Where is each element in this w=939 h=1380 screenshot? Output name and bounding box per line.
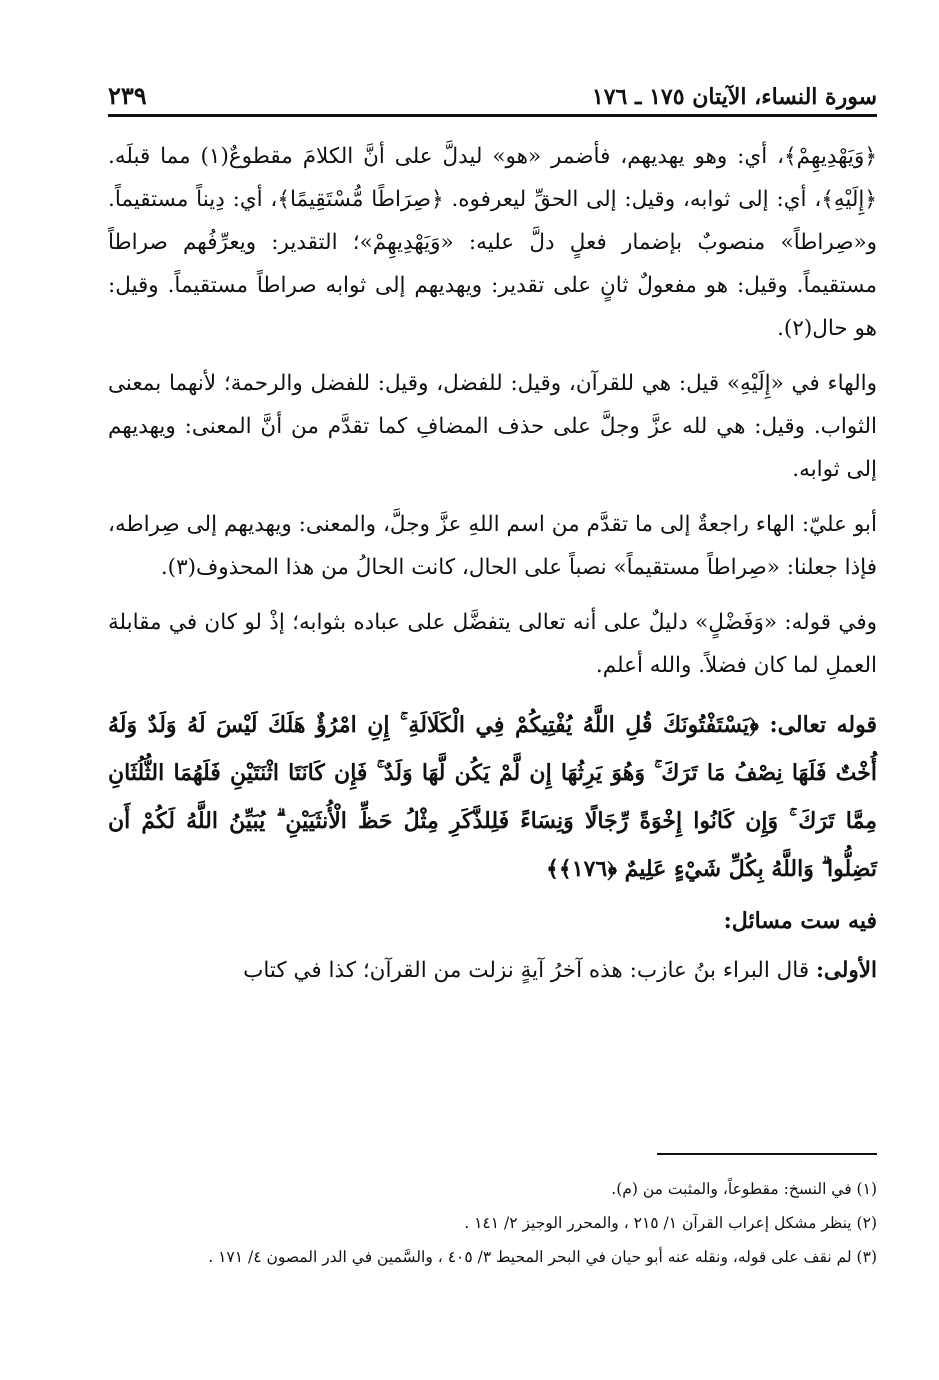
footnote-divider	[657, 1153, 877, 1155]
page-body	[108, 135, 877, 1004]
paragraph: وفي قوله: «وَفَضْلٍ» دليلٌ على أنه تعالى يتفضَّل على عباده بثوابه؛ إذْ لو كان في مقابلة العملِ لما كان فضلاً. والله أعلم.	[108, 610, 877, 678]
first-issue-label: الأولى:	[815, 958, 877, 983]
page-number: ٢٣٩	[108, 81, 147, 110]
running-header	[108, 70, 877, 117]
running-title: سورة النساء، الآيتان ١٧٥ ـ ١٧٦	[591, 84, 877, 110]
issues-heading: فيه ست مسائل:	[723, 908, 877, 934]
paragraph: أبو عليّ: الهاء راجعةٌ إلى ما تقدَّم من اسم اللهِ عزَّ وجلَّ، والمعنى: ويهديهم إلى صِراطه، فإذا جعلنا: «صِراطاً مستقيماً» نصباً على الحال، كانت الحالُ من هذا المحذوف(٣).	[108, 512, 877, 580]
verse-text: ﴿يَسْتَفْتُونَكَ قُلِ اللَّهُ يُفْتِيكُمْ فِي الْكَلَالَةِ ۚ إِنِ امْرُؤٌ هَلَكَ لَيْسَ لَهُ وَلَدٌ وَلَهُ أُخْتٌ فَلَهَا نِصْفُ مَا تَرَكَ ۚ وَهُوَ يَرِثُهَا إِن لَّمْ يَكُن لَّهَا وَلَدٌ ۚ فَإِن كَانَتَا اثْنَتَيْنِ فَلَهُمَا الثُّلُثَانِ مِمَّا تَرَكَ ۚ وَإِن كَانُوا إِخْوَةً رِّجَالًا وَنِسَاءً فَلِلذَّكَرِ مِثْلُ حَظِّ الْأُنثَيَيْنِ ۗ يُبَيِّنُ اللَّهُ لَكُمْ أَن تَضِلُّوا ۗ وَاللَّهُ بِكُلِّ شَيْءٍ عَلِيمٌ ﴿١٧٦﴾﴾	[108, 712, 877, 882]
verse-block	[108, 701, 877, 893]
paragraph: والهاء في «إِلَيْهِ» قيل: هي للقرآن، وقيل: للفضل، وقيل: للفضل والرحمة؛ لأنهما بمعنى الثواب. وقيل: هي لله عزَّ وجلَّ على حذف المضافِ كما تقدَّم من أنَّ المعنى: ويهديهم إلى ثوابه.	[108, 371, 877, 482]
first-issue-text: قال البراء بنُ عازب: هذه آخرُ آيةٍ نزلت من القرآن؛ كذا في كتاب	[243, 958, 810, 983]
footnote: (١) في النسخ: مقطوعاً، والمثبت من (م).	[611, 1180, 877, 1198]
paragraph: ﴿وَيَهْدِيهِمْ﴾، أي: وهو يهديهم، فأضمر «هو» ليدلَّ على أنَّ الكلامَ مقطوعٌ(١) مما قبلَه. ﴿إِلَيْهِ﴾، أي: إلى ثوابه، وقيل: إلى الحقِّ ليعرفوه. ﴿صِرَاطًا مُّسْتَقِيمًا﴾، أي: دِيناً مستقيماً. و«صِراطاً» منصوبٌ بإضمار فعلٍ دلَّ عليه: «وَيَهْدِيهِمْ»؛ التقدير: ويعرِّفُهم صراطاً مستقيماً. وقيل: هو مفعولٌ ثانٍ على تقدير: ويهديهم إلى ثوابه صراطاً مستقيماً. وقيل: هو حال(٢).	[108, 144, 877, 341]
footnote: (٢) ينظر مشكل إعراب القرآن ١/ ٢١٥ ، والمحرر الوجيز ٢/ ١٤١ .	[464, 1214, 877, 1232]
footnotes	[108, 1175, 877, 1277]
first-issue	[108, 949, 877, 992]
verse-label: قوله تعالى:	[769, 712, 877, 738]
footnote: (٣) لم نقف على قوله، ونقله عنه أبو حيان في البحر المحيط ٣/ ٤٠٥ ، والسَّمين في الدر المصون ٤/ ١٧١ .	[208, 1248, 877, 1266]
